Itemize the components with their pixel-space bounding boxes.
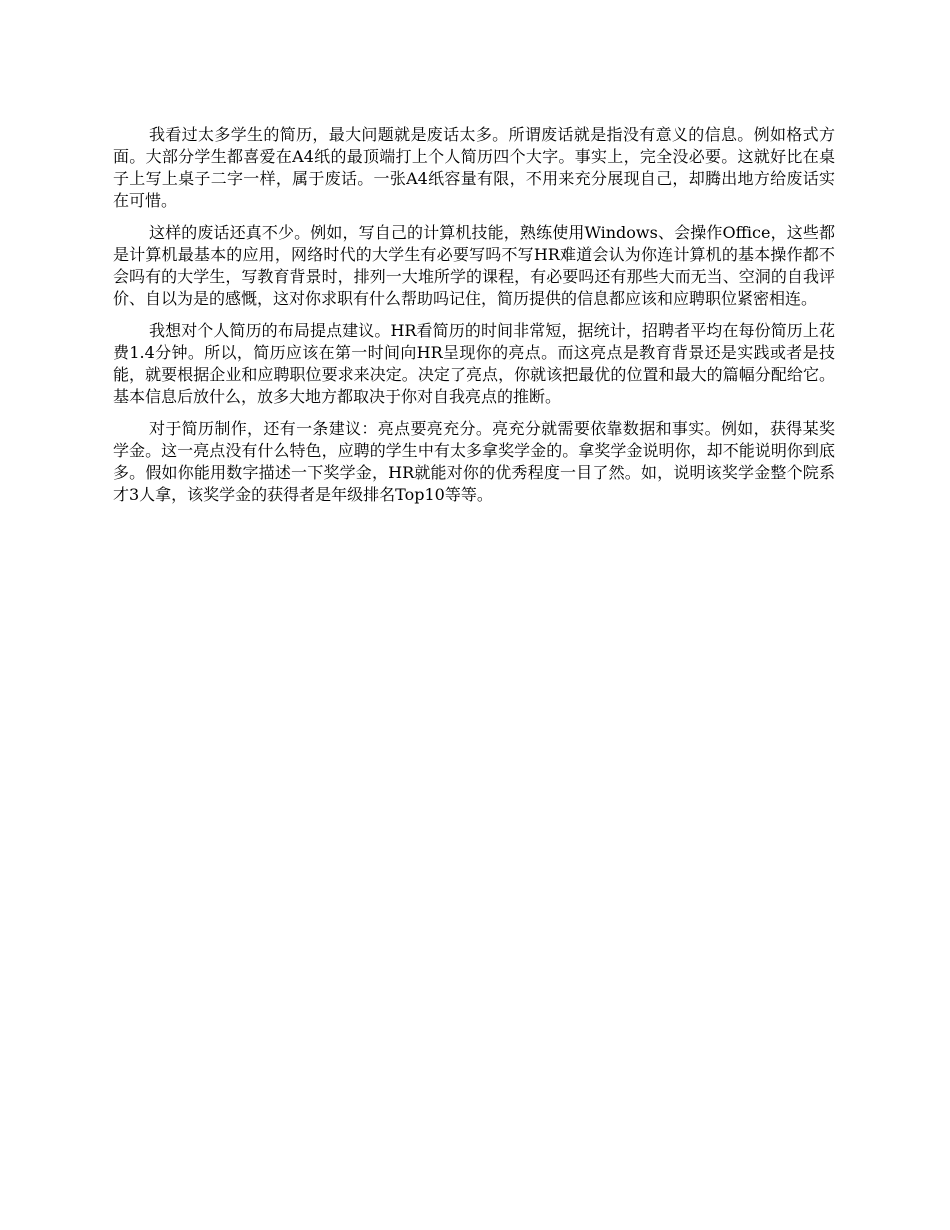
paragraph-1: 我看过太多学生的简历，最大问题就是废话太多。所谓废话就是指没有意义的信息。例如格式方面。大部分学生都喜爱在A4纸的最顶端打上个人简历四个大字。事实上，完全没必要。这就好比在桌子上写上桌子二字一样，属于废话。一张A4纸容量有限，不用来充分展现自己，却腾出地方给废话实在可惜。 [113,125,835,210]
paragraph-4: 对于简历制作，还有一条建议：亮点要亮充分。亮充分就需要依靠数据和事实。例如，获得某奖学金。这一亮点没有什么特色，应聘的学生中有太多拿奖学金的。拿奖学金说明你，却不能说明你到底多。假如你能用数字描述一下奖学金，HR就能对你的优秀程度一目了然。如，说明该奖学金整个院系才3人拿，该奖学金的获得者是年级排名Top10等等。 [113,419,835,504]
paragraph-2: 这样的废话还真不少。例如，写自己的计算机技能，熟练使用Windows、会操作Office，这些都是计算机最基本的应用，网络时代的大学生有必要写吗不写HR难道会认为你连计算机的基本操作都不会吗有的大学生，写教育背景时，排列一大堆所学的课程，有必要吗还有那些大而无当、空洞的自我评价、自以为是的感慨，这对你求职有什么帮助吗记住，简历提供的信息都应该和应聘职位紧密相连。 [113,223,835,308]
document-body [113,124,835,516]
paragraph-3: 我想对个人简历的布局提点建议。HR看简历的时间非常短，据统计，招聘者平均在每份简历上花费1.4分钟。所以，简历应该在第一时间向HR呈现你的亮点。而这亮点是教育背景还是实践或者是技能，就要根据企业和应聘职位要求来决定。决定了亮点，你就该把最优的位置和最大的篇幅分配给它。基本信息后放什么，放多大地方都取决于你对自我亮点的推断。 [113,321,835,406]
